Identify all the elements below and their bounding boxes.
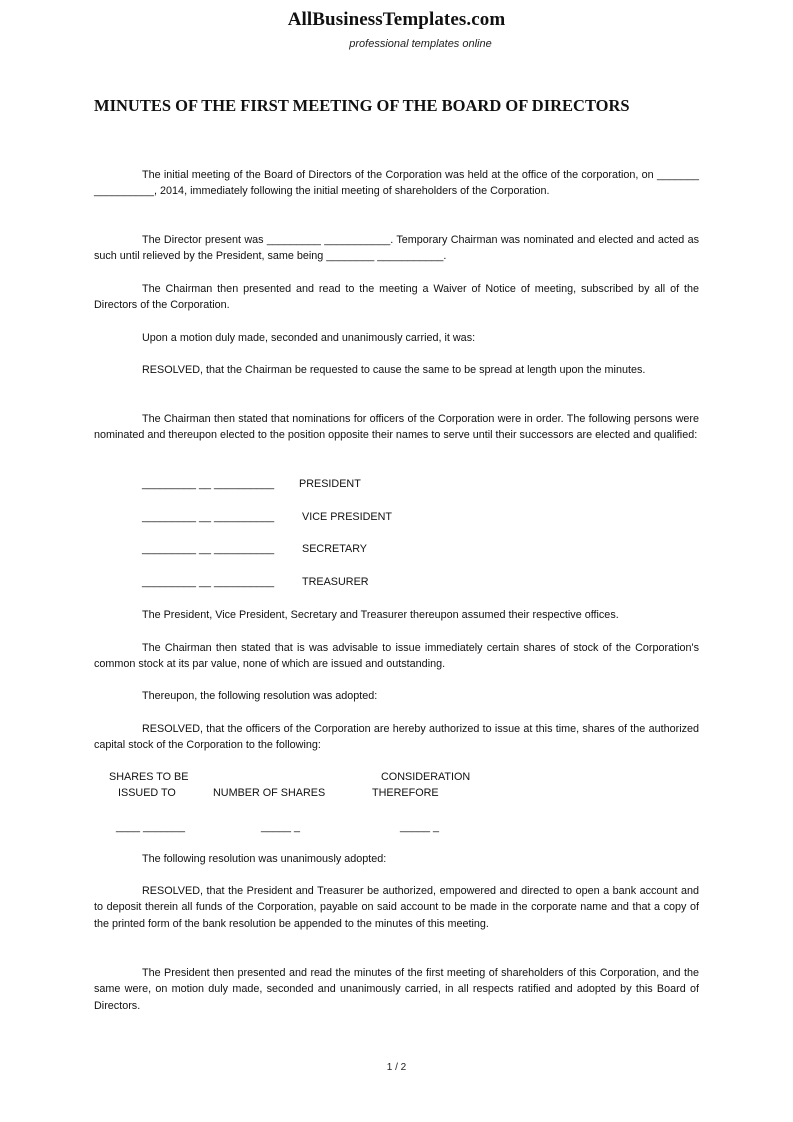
brand-logo: AllBusinessTemplates.com (287, 9, 506, 30)
officer-title: SECRETARY (302, 543, 367, 555)
paragraph-nominations: The Chairman then stated that nominations for officers of the Corporation were in order. The following persons were nominated and thereupon elected to the position opposite their names to serve until their successors are elected and qualified: (94, 413, 699, 442)
paragraph-motion: Upon a motion duly made, seconded and unanimously carried, it was: (142, 332, 476, 344)
shares-col-number: NUMBER OF SHARES (213, 787, 326, 799)
officer-name-blank: _________ __ __________ (142, 511, 275, 523)
paragraph-director-present: The Director present was _________ ___________. Temporary Chairman was nominated and elected and acted as such until relieved by the President, same being ________ ___________. (94, 234, 699, 263)
officer-name-blank: _________ __ __________ (142, 576, 275, 588)
paragraph-issue-shares: The Chairman then stated that is was advisable to issue immediately certain shares of stock of the Corporation's common stock at its par value, none of which are issued and outstanding. (94, 642, 699, 671)
paragraph-waiver-notice: The Chairman then presented and read to the meeting a Waiver of Notice of meeting, subscribed by all of the Directors of the Corporation. (94, 283, 699, 312)
paragraph-unanimous-resolution: The following resolution was unanimously adopted: (142, 853, 387, 865)
document-title: MINUTES OF THE FIRST MEETING OF THE BOARD OF DIRECTORS (94, 96, 630, 115)
paragraph-resolution-adopted: Thereupon, the following resolution was adopted: (142, 690, 378, 702)
brand-tagline: professional templates online (349, 38, 492, 50)
officer-name-blank: _________ __ __________ (142, 543, 275, 555)
paragraph-minutes-ratified: The President then presented and read the minutes of the first meeting of shareholders of this Corporation, and the same were, on motion duly made, seconded and unanimously carried, in all respects ratified and adopted by this Board of Directors. (94, 967, 699, 1012)
shares-blank-consideration: _____ _ (400, 821, 440, 833)
officer-title: PRESIDENT (299, 478, 361, 490)
officer-name-blank: _________ __ __________ (142, 478, 275, 490)
paragraph-resolved-bank: RESOLVED, that the President and Treasurer be authorized, empowered and directed to open a bank account and to deposit therein all funds of the Corporation, payable on said account to be made in the corporate name and that a copy of the printed form of the bank resolution be appended to the minutes of this meeting. (94, 885, 699, 930)
paragraph-initial-meeting: The initial meeting of the Board of Directors of the Corporation was held at the office of the corporation, on _______ __________, 2014, immediately following the initial meeting of shareholders of the Corporation. (94, 169, 699, 198)
page-number: 1 / 2 (386, 1062, 407, 1073)
shares-col-consideration-line1: CONSIDERATION (381, 771, 471, 783)
shares-col-issued-to-line1: SHARES TO BE (109, 771, 189, 783)
shares-blank-number: _____ _ (261, 821, 301, 833)
shares-col-consideration-line2: THEREFORE (372, 787, 439, 799)
shares-blank-issued-to: ____ _______ (116, 821, 186, 833)
paragraph-assumed-offices: The President, Vice President, Secretary and Treasurer thereupon assumed their respective offices. (142, 609, 619, 621)
paragraph-resolved-spread: RESOLVED, that the Chairman be requested to cause the same to be spread at length upon the minutes. (142, 364, 646, 376)
officer-title: TREASURER (302, 576, 369, 588)
officer-title: VICE PRESIDENT (302, 511, 392, 523)
shares-col-issued-to-line2: ISSUED TO (118, 787, 176, 799)
paragraph-resolved-officers: RESOLVED, that the officers of the Corporation are hereby authorized to issue at this time, shares of the authorized capital stock of the Corporation to the following: (94, 723, 699, 752)
